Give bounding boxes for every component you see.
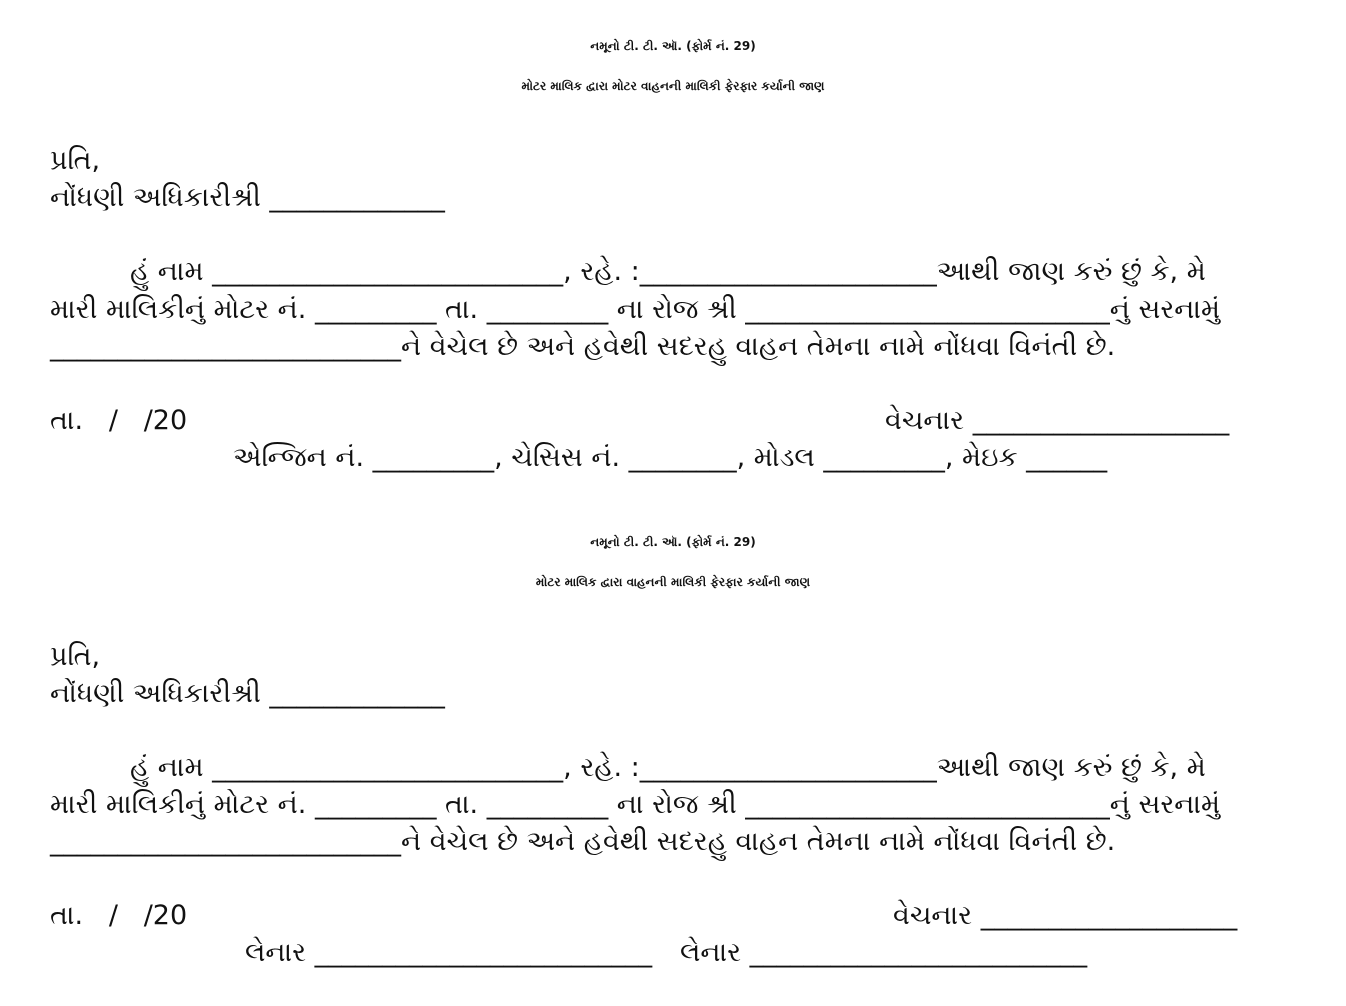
form1-vehicle-details: એન્જિન નં. _________, ચેસિસ નં. ________, મોડલ _________, મેઇક ______ — [233, 442, 1108, 473]
form2-buyer-signature-1: લેનાર _________________________ — [245, 937, 653, 968]
form1-paragraph-line-2: મારી માલિકીનું મોટર નં. _________ તા. _________ ના રોજ શ્રી ___________________________નું સરનામું — [50, 294, 1221, 325]
form2-buyer-signature-2: લેનાર _________________________ — [680, 937, 1088, 968]
form1-seller-signature: વેચનાર ___________________ — [885, 405, 1230, 436]
form1-paragraph-line-3: __________________________ને વેચેલ છે અને હવેથી સદરહુ વાહન તેમના નામે નોંધવા વિનંતી છે. — [50, 331, 1116, 362]
form1-salutation: પ્રતિ, — [50, 145, 101, 176]
form2-paragraph-line-1: હું નામ __________________________, રહે. :______________________આથી જાણ કરું છું કે, મે — [130, 752, 1206, 783]
form2-paragraph-line-2: મારી માલિકીનું મોટર નં. _________ તા. _________ ના રોજ શ્રી ___________________________નું સરનામું — [50, 789, 1221, 820]
form2-subtitle: મોટર માલિક દ્વારા વાહનની માલિકી ફેરફાર કર્યાની જાણ — [535, 575, 811, 589]
form2-officer-line: નોંધણી અધિકારીશ્રી _____________ — [50, 678, 445, 709]
form1-officer-line: નોંધણી અધિકારીશ્રી _____________ — [50, 182, 445, 213]
form1-paragraph-line-1: હું નામ __________________________, રહે. :______________________આથી જાણ કરું છું કે, મે — [130, 256, 1206, 287]
form1-title: નમૂનો ટી. ટી. ઑ. (ફોર્મ નં. 29) — [590, 39, 756, 53]
form2-paragraph-line-3: __________________________ને વેચેલ છે અને હવેથી સદરહુ વાહન તેમના નામે નોંધવા વિનંતી છે. — [50, 826, 1116, 857]
form2-salutation: પ્રતિ, — [50, 641, 101, 672]
form1-date: તા. / /20 — [50, 405, 188, 436]
form2-seller-signature: વેચનાર ___________________ — [893, 900, 1238, 931]
form2-date: તા. / /20 — [50, 900, 188, 931]
form2-title: નમૂનો ટી. ટી. ઑ. (ફોર્મ નં. 29) — [590, 535, 756, 549]
form1-subtitle: મોટર માલિક દ્વારા મોટર વાહનની માલિકી ફેરફાર કર્યાની જાણ — [521, 79, 825, 93]
